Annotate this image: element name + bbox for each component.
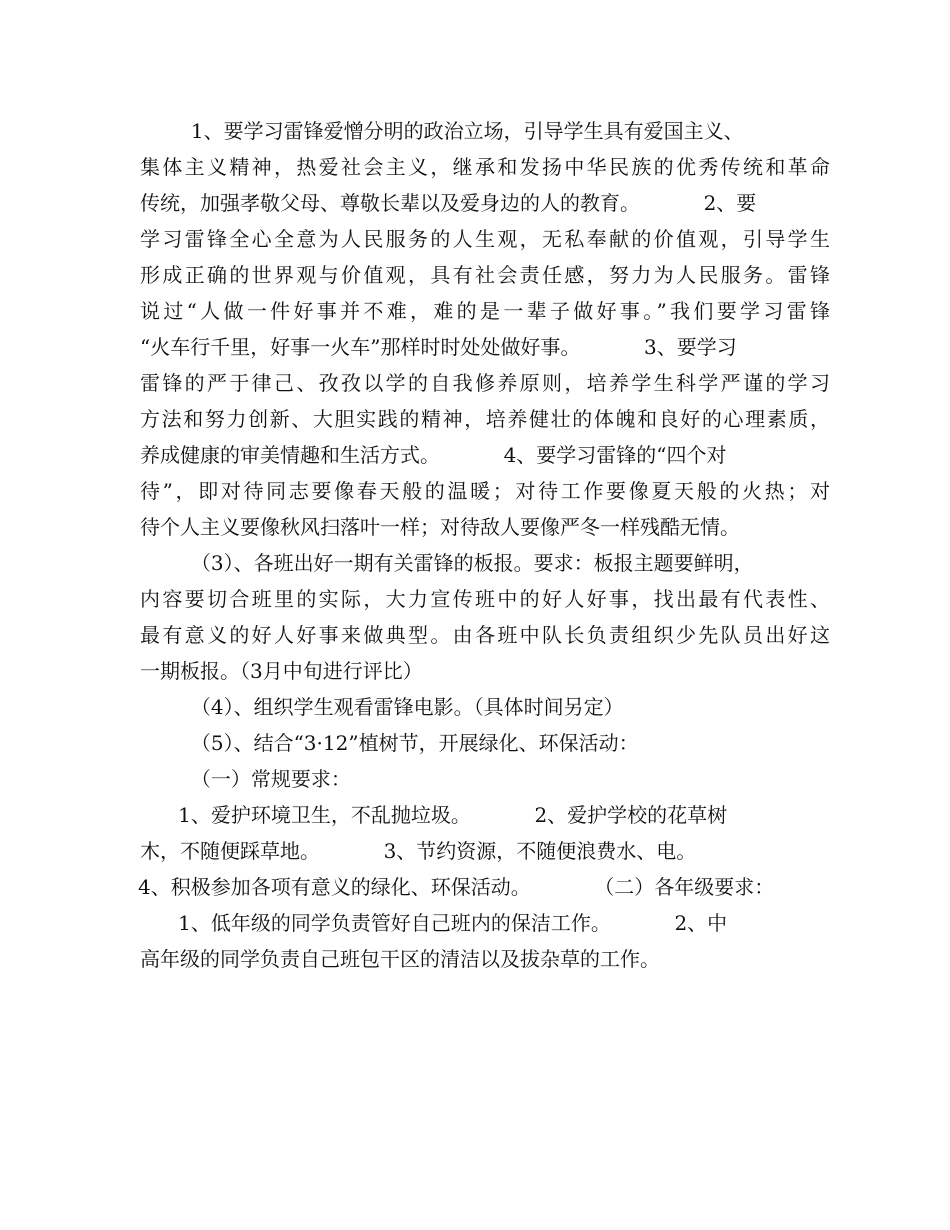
text-line-23: 1、低年级的同学负责管好自己班内的保洁工作。 2、中 <box>140 911 728 935</box>
text-line-3: 传统，加强孝敬父母、尊敬长辈以及爱身边的人的教育。 2、要 <box>140 191 757 215</box>
text-line-17: （4）、组织学生观看雷锋电影。（具体时间另定） <box>140 695 624 719</box>
text-line-22: 4、积极参加各项有意义的绿化、环保活动。 （二）各年级要求： <box>138 875 775 899</box>
text-line-11: 待”，即对待同志要像春天般的温暖；对待工作要像夏天般的火热；对 <box>140 479 830 503</box>
text-line-21: 木，不随便踩草地。 3、节约资源，不随便浪费水、电。 <box>140 839 697 863</box>
text-line-14: 内容要切合班里的实际，大力宣传班中的好人好事，找出最有代表性、 <box>140 587 830 611</box>
text-line-16: 一期板报。（3月中旬进行评比） <box>140 659 423 683</box>
text-line-6: 说过“人做一件好事并不难，难的是一辈子做好事。”我们要学习雷锋 <box>140 299 830 323</box>
text-line-1: 1、要学习雷锋爱憎分明的政治立场，引导学生具有爱国主义、 <box>140 119 744 143</box>
text-line-2: 集体主义精神，热爱社会主义，继承和发扬中华民族的优秀传统和革命 <box>140 155 830 179</box>
text-line-4: 学习雷锋全心全意为人民服务的人生观，无私奉献的价值观，引导学生 <box>140 227 830 251</box>
text-line-8: 雷锋的严于律己、孜孜以学的自我修养原则，培养学生科学严谨的学习 <box>140 371 830 395</box>
text-line-7: “火车行千里，好事一火车”那样时时处处做好事。 3、要学习 <box>140 335 737 359</box>
text-line-24: 高年级的同学负责自己班包干区的清洁以及拔杂草的工作。 <box>140 947 660 971</box>
text-line-5: 形成正确的世界观与价值观，具有社会责任感，努力为人民服务。雷锋 <box>140 263 830 287</box>
text-line-12: 待个人主义要像秋风扫落叶一样；对待敌人要像严冬一样残酷无情。 <box>140 515 740 539</box>
text-line-19: （一）常规要求： <box>140 767 351 791</box>
text-line-10: 养成健康的审美情趣和生活方式。 4、要学习雷锋的“四个对 <box>140 443 727 467</box>
text-line-13: （3）、各班出好一期有关雷锋的板报。要求：板报主题要鲜明， <box>140 551 754 575</box>
text-line-15: 最有意义的好人好事来做典型。由各班中队长负责组织少先队员出好这 <box>140 623 830 647</box>
text-line-9: 方法和努力创新、大胆实践的精神，培养健壮的体魄和良好的心理素质， <box>140 407 830 431</box>
text-line-18: （5）、结合“3·12”植树节，开展绿化、环保活动： <box>140 731 639 755</box>
text-line-20: 1、爱护环境卫生，不乱抛垃圾。 2、爱护学校的花草树 <box>140 803 728 827</box>
